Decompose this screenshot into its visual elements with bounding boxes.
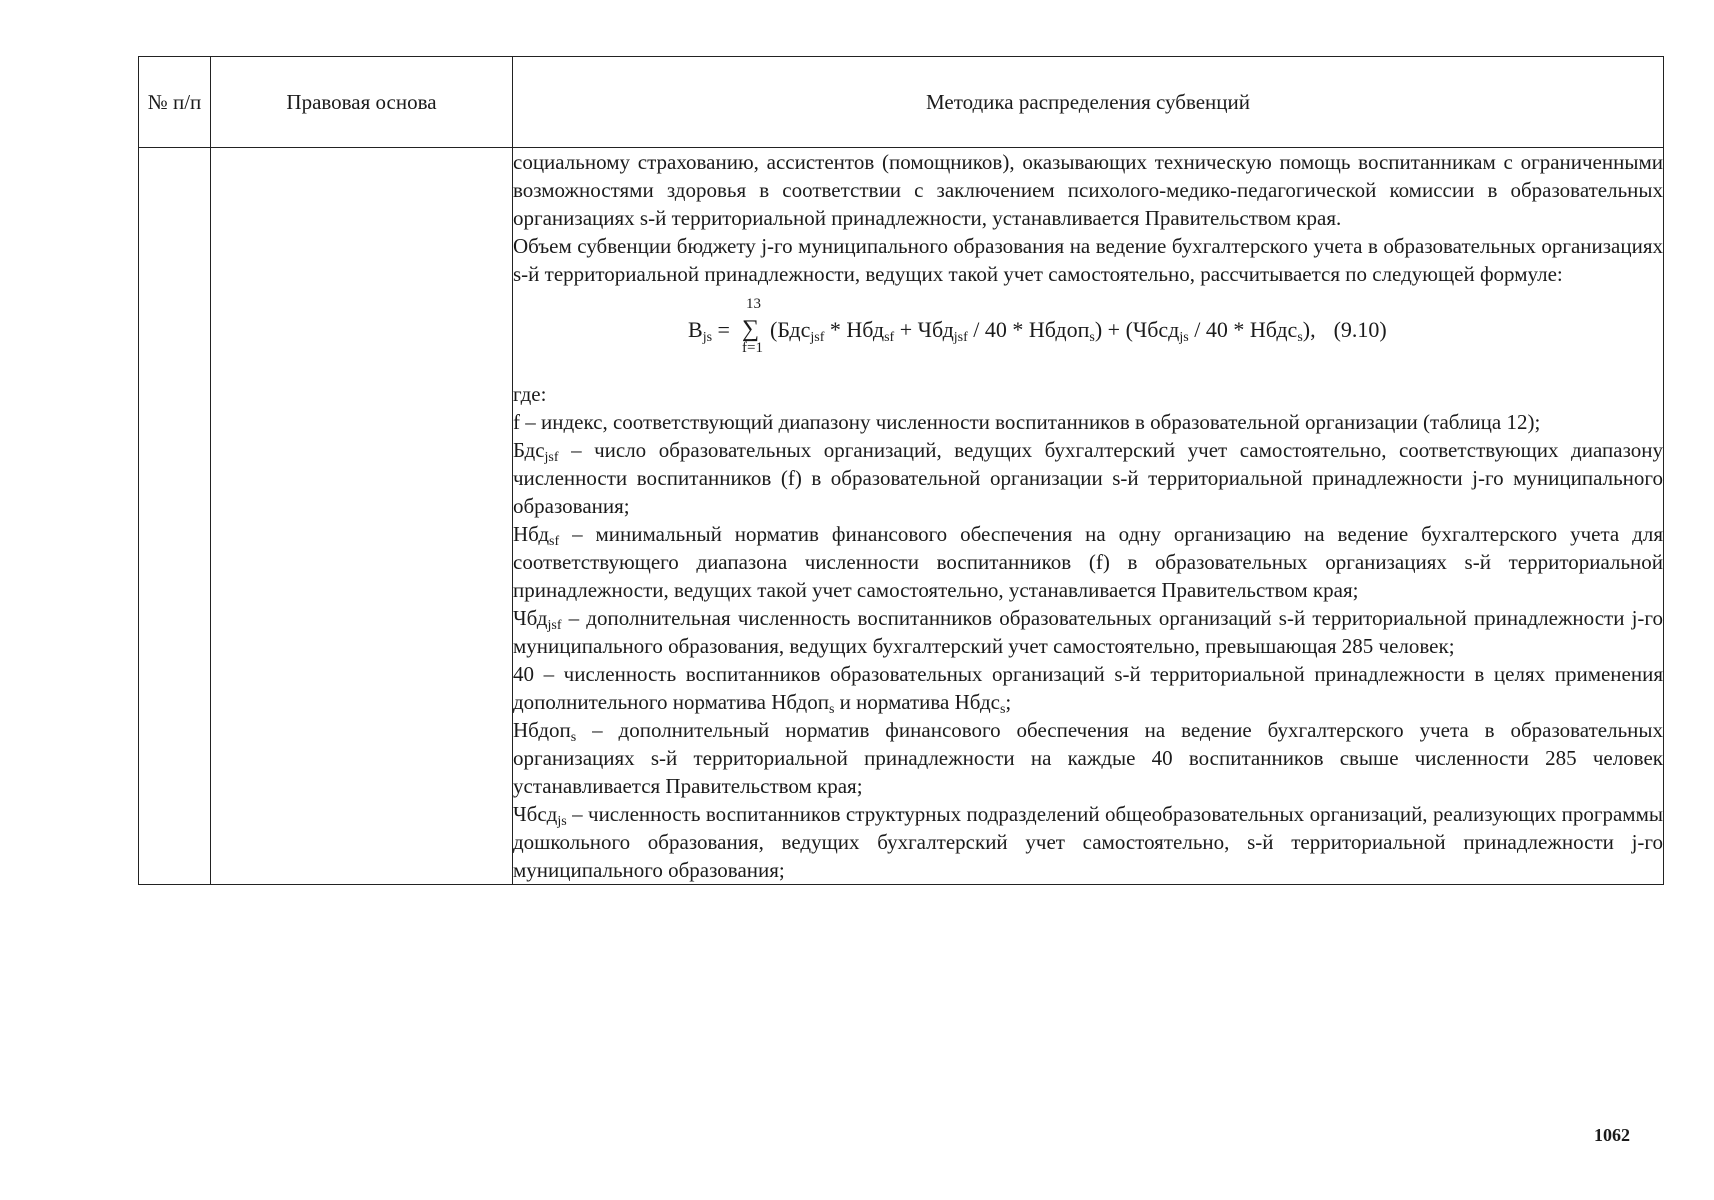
definition-chbd: Чбд$_{jsf}$ – дополнительная численность воспитанников образовательных организаций s-й территориальной принадлежности j-го муниципального образования, ведущих бухгалтерский учет самостоятельно, превышающая 285 человек; — [513, 606, 1663, 658]
header-row — [139, 57, 1664, 148]
definition-f: f – индекс, соответствующий диапазону численности воспитанников в образовательной организации (таблица 12); — [513, 410, 1541, 434]
sum-symbol: ∑ — [742, 316, 760, 342]
sum-upper-limit: 13 — [746, 296, 761, 312]
where-label: где: — [513, 382, 547, 406]
sum-lower-limit: f=1 — [742, 340, 763, 356]
definition-nbdop: Нбдоп$_s$ – дополнительный норматив финансового обеспечения на ведение бухгалтерского учета в образовательных организациях s-й территориальной принадлежности на каждые 40 воспитанников свыше численности 285 человек устанавливается Правительством края; — [513, 718, 1663, 798]
header-legal-basis: Правовая основа — [211, 57, 513, 148]
paragraph-intro: Объем субвенции бюджету j-го муниципального образования на ведение бухгалтерского учета в образовательных организациях s-й территориальной принадлежности, ведущих такой учет самостоятельно, рассчитывается по следующей формуле: — [513, 234, 1663, 286]
header-method: Методика распределения субвенций — [513, 57, 1664, 148]
definition-bds: Бдс$_{jsf}$ – число образовательных организаций, ведущих бухгалтерский учет самостоятельно, соответствующих диапазону численности воспитанников (f) в образовательной организации s-й территориальной принадлежности j-го муниципального образования; — [513, 438, 1663, 518]
subvention-table — [138, 56, 1664, 885]
page-number: 1062 — [1594, 1125, 1630, 1145]
method-cell — [513, 148, 1664, 885]
formula-number: (9.10) — [1333, 317, 1387, 342]
definition-chbsd: Чбсд$_{js}$ – численность воспитанников структурных подразделений общеобразовательных организаций, реализующих программы дошкольного образования, ведущих бухгалтерский учет самостоятельно, s-й территориальной принадлежности j-го муниципального образования; — [513, 802, 1663, 882]
table-row — [139, 148, 1664, 885]
num-cell — [139, 148, 211, 885]
definition-40: 40 – численность воспитанников образовательных организаций s-й территориальной принадлежности в целях применения дополнительного норматива Нбдоп$_s$ и норматива Нбдс$_s$; — [513, 662, 1663, 717]
formula-expression: $B_{js} = (Бдс_{jsf} * Нбд_{sf} + Чбд_{jsf} / 40$ * Нбдоп$_s$) + (Чбсд$_{js}$ / 40 * Нбдс$_s$), (9.10) — [688, 317, 1387, 345]
header-num: № п/п — [139, 57, 211, 148]
formula-9-10 — [513, 296, 1663, 370]
definition-nbd: Нбд$_{sf}$ – минимальный норматив финансового обеспечения на одну организацию на ведение бухгалтерского учета для соответствующего диапазона численности воспитанников (f) в образовательных организациях s-й территориальной принадлежности, ведущих такой учет самостоятельно, устанавливается Правительством края; — [513, 522, 1663, 602]
legal-basis-cell — [211, 148, 513, 885]
paragraph-continuation: социальному страхованию, ассистентов (помощников), оказывающих техническую помощь воспитанникам с ограниченными возможностями здоровья в соответствии с заключением психолого-медико-педагогической комиссии в образовательных организациях s-й территориальной принадлежности, устанавливается Правительством края. — [513, 150, 1663, 230]
